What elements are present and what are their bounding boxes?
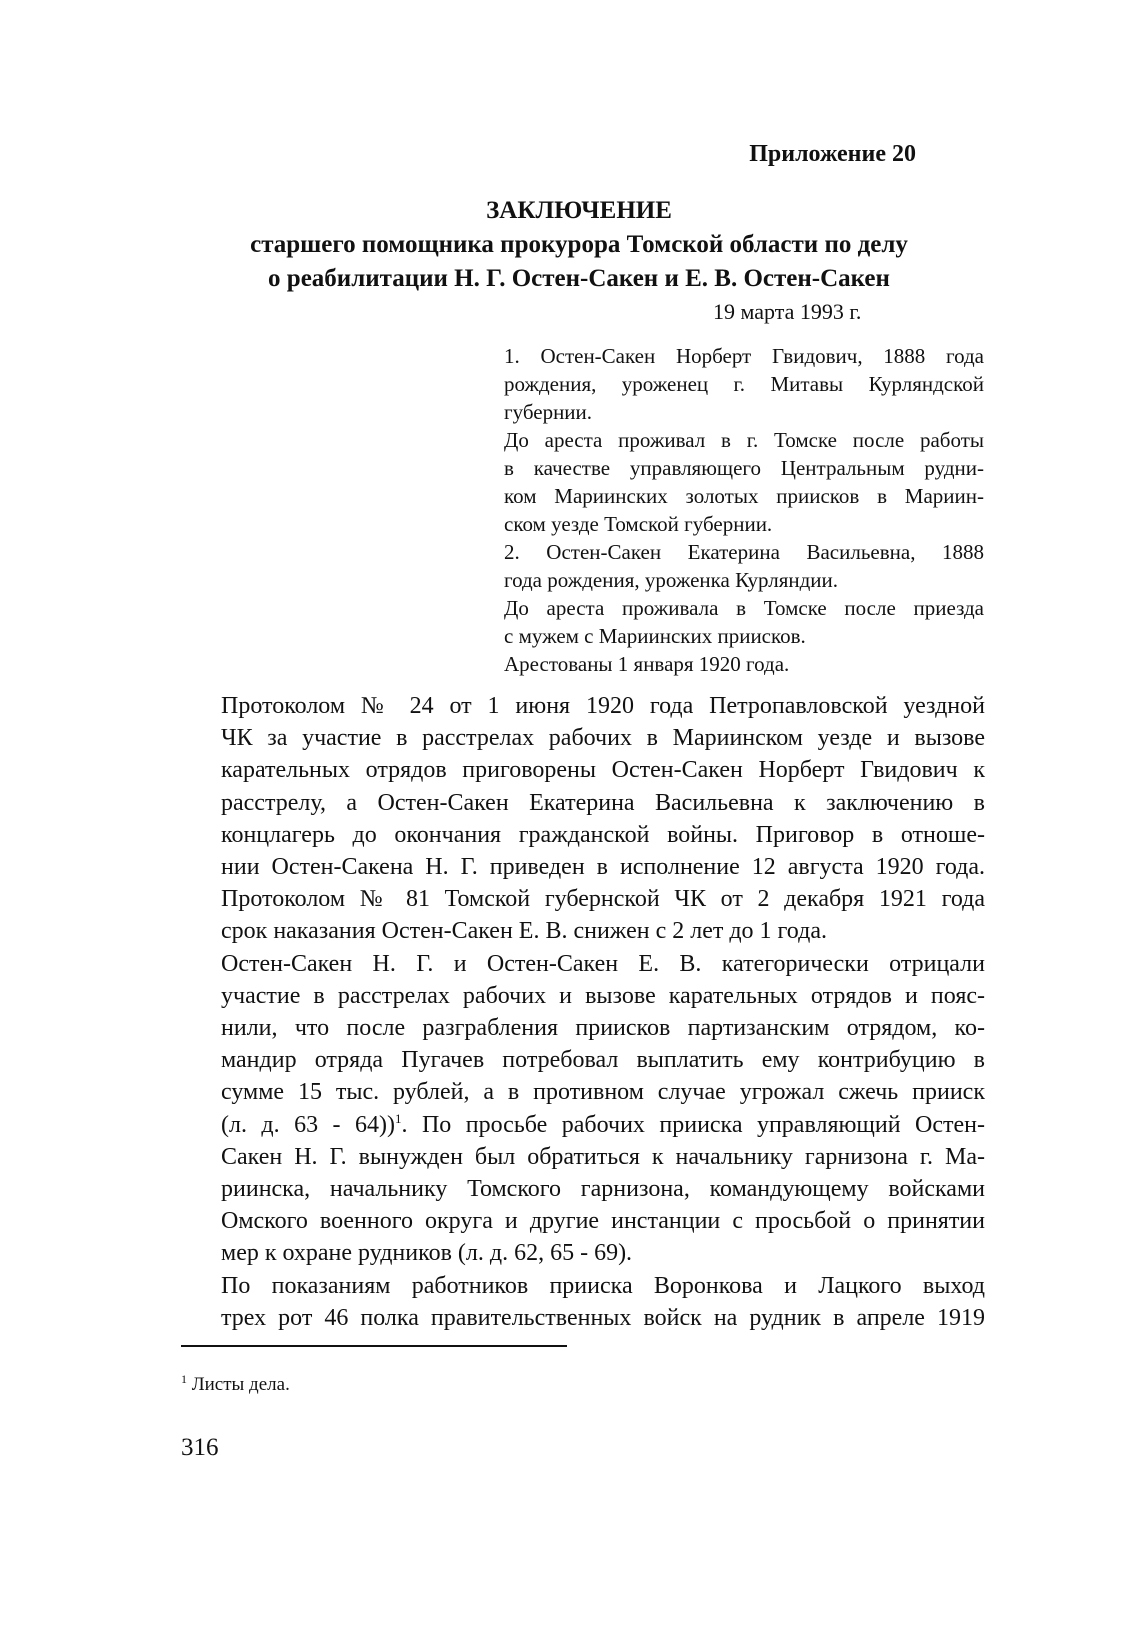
text-line <box>181 1109 985 1141</box>
footnote-number: 1 <box>181 1372 187 1386</box>
text-line: 1. Остен-Сакен Норберт Гвидович, 1888 года <box>504 344 984 368</box>
body-paragraph <box>181 690 985 948</box>
footnote-text: Листы дела. <box>187 1374 290 1395</box>
page-number: 316 <box>181 1434 219 1461</box>
person-details-paragraph <box>484 594 984 650</box>
text-line: До ареста проживал в г. Томске после работы <box>504 428 984 452</box>
text-line: с мужем с Мариинских приисков. <box>504 624 806 648</box>
body-paragraph <box>181 1270 985 1334</box>
text-line: срок наказания Остен-Сакен Е. В. снижен с 2 лет до 1 года. <box>221 918 827 945</box>
text-line: участие в расстрелах рабочих и вызове карательных отрядов и пояс- <box>221 982 985 1009</box>
text-line: в качестве управляющего Центральным рудни- <box>504 456 984 480</box>
footnote-marker: 1 <box>394 1110 402 1126</box>
text-line: мандир отряда Пугачев потребовал выплатить ему контрибуцию в <box>221 1047 985 1074</box>
text-line: До ареста проживала в Томске после приезда <box>504 596 984 620</box>
text-line: трех рот 46 полка правительственных войск на рудник в апреле 1919 <box>221 1304 985 1331</box>
text-line: Остен-Сакен Н. Г. и Остен-Сакен Е. В. категорически отрицали <box>221 950 985 977</box>
title-line: ЗАКЛЮЧЕНИЕ <box>486 197 672 224</box>
text-line: Арестованы 1 января 1920 года. <box>504 652 790 676</box>
text-line: концлагерь до окончания гражданской войны. Приговор в отноше- <box>221 821 985 848</box>
text-line: Сакен Н. Г. вынужден был обратиться к начальнику гарнизона г. Ма- <box>221 1143 985 1170</box>
text-line: расстрелу, а Остен-Сакен Екатерина Васильевна к заключению в <box>221 789 985 816</box>
text-fragment: . По просьбе рабочих прииска управляющий Остен- <box>401 1111 986 1138</box>
text-line: ком Мариинских золотых приисков в Мариин- <box>504 484 984 508</box>
text-line: По показаниям работников прииска Воронкова и Лацкого выход <box>221 1272 985 1299</box>
text-line: Протоколом № 81 Томской губернской ЧК от 2 декабря 1921 года <box>221 886 985 913</box>
text-line: карательных отрядов приговорены Остен-Сакен Норберт Гвидович к <box>221 757 985 784</box>
person-details-paragraph <box>484 426 984 538</box>
person-details-paragraph <box>484 342 984 426</box>
person-details-paragraph <box>484 650 984 678</box>
document-date: 19 марта 1993 г. <box>713 299 862 324</box>
title-line: о реабилитации Н. Г. Остен-Сакен и Е. В. Остен-Сакен <box>268 265 890 292</box>
person-details-paragraph <box>484 538 984 594</box>
case-sheet-reference: (л. д. 63 - 64)) <box>221 1111 395 1138</box>
text-line: 2. Остен-Сакен Екатерина Васильевна, 1888 <box>504 540 984 564</box>
text-line: мер к охране рудников (л. д. 62, 65 - 69). <box>221 1240 633 1267</box>
footnote-separator <box>181 1345 567 1347</box>
text-line: сумме 15 тыс. рублей, а в противном случае угрожал сжечь прииск <box>221 1079 985 1106</box>
body-paragraph <box>181 948 985 1270</box>
person-details <box>484 342 984 678</box>
text-line: нили, что после разграбления приисков партизанским отрядом, ко- <box>221 1015 985 1042</box>
main-text <box>181 690 985 1334</box>
text-line: нии Остен-Сакена Н. Г. приведен в исполнение 12 августа 1920 года. <box>221 854 985 881</box>
text-line: риинска, начальнику Томского гарнизона, командующему войсками <box>221 1176 985 1203</box>
footnote <box>181 1374 290 1396</box>
text-line: губернии. <box>504 400 593 424</box>
text-line: года рождения, уроженка Курляндии. <box>504 568 839 592</box>
text-line: рождения, уроженец г. Митавы Курляндской <box>504 372 984 396</box>
document-title <box>170 194 988 296</box>
appendix-label: Приложение 20 <box>749 141 916 167</box>
text-line: Протоколом № 24 от 1 июня 1920 года Петропавловской уездной <box>221 693 985 719</box>
text-line: ЧК за участие в расстрелах рабочих в Мариинском уезде и вызове <box>221 725 985 752</box>
title-line: старшего помощника прокурора Томской области по делу <box>250 231 908 258</box>
text-line: Омского военного округа и другие инстанции с просьбой о принятии <box>221 1208 985 1235</box>
text-line: ском уезде Томской губернии. <box>504 512 773 536</box>
